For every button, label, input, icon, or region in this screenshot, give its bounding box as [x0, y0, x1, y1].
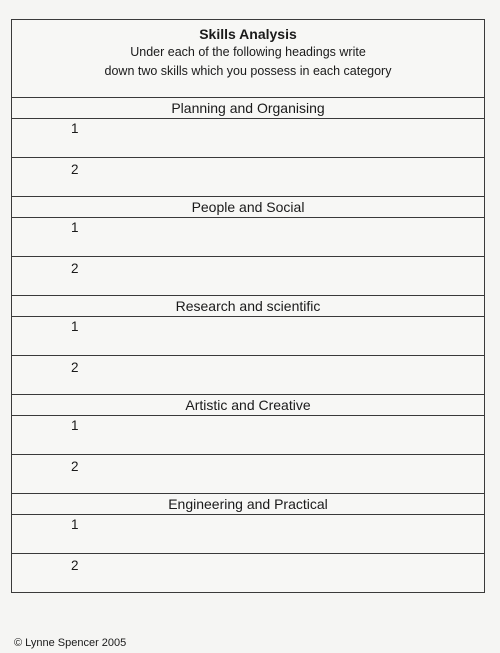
answer-row-1[interactable]	[12, 119, 484, 158]
row-number: 1	[71, 220, 79, 235]
row-number: 2	[71, 558, 79, 573]
row-number: 2	[71, 459, 79, 474]
section-engineering-practical	[12, 494, 484, 593]
row-number: 1	[71, 517, 79, 532]
section-heading: Research and scientific	[12, 296, 484, 317]
answer-row-2[interactable]	[12, 356, 484, 395]
section-people-social	[12, 197, 484, 296]
row-number: 1	[71, 418, 79, 433]
worksheet	[11, 19, 485, 593]
section-heading: Artistic and Creative	[12, 395, 484, 416]
row-number: 2	[71, 360, 79, 375]
section-research-scientific	[12, 296, 484, 395]
row-number: 1	[71, 121, 79, 136]
answer-row-2[interactable]	[12, 257, 484, 296]
copyright-notice: © Lynne Spencer 2005	[14, 637, 127, 649]
row-number: 1	[71, 319, 79, 334]
answer-row-2[interactable]	[12, 158, 484, 197]
answer-row-1[interactable]	[12, 515, 484, 554]
worksheet-header	[12, 20, 484, 98]
section-artistic-creative	[12, 395, 484, 494]
section-heading: Engineering and Practical	[12, 494, 484, 515]
answer-row-1[interactable]	[12, 317, 484, 356]
worksheet-title: Skills Analysis	[199, 26, 297, 42]
row-number: 2	[71, 261, 79, 276]
row-number: 2	[71, 162, 79, 177]
instructions-line-1: Under each of the following headings write	[130, 45, 366, 59]
section-heading: People and Social	[12, 197, 484, 218]
section-planning-organising	[12, 98, 484, 197]
instructions-line-2: down two skills which you possess in each category	[104, 64, 392, 78]
answer-row-1[interactable]	[12, 218, 484, 257]
answer-row-1[interactable]	[12, 416, 484, 455]
section-heading: Planning and Organising	[12, 98, 484, 119]
answer-row-2[interactable]	[12, 554, 484, 593]
answer-row-2[interactable]	[12, 455, 484, 494]
